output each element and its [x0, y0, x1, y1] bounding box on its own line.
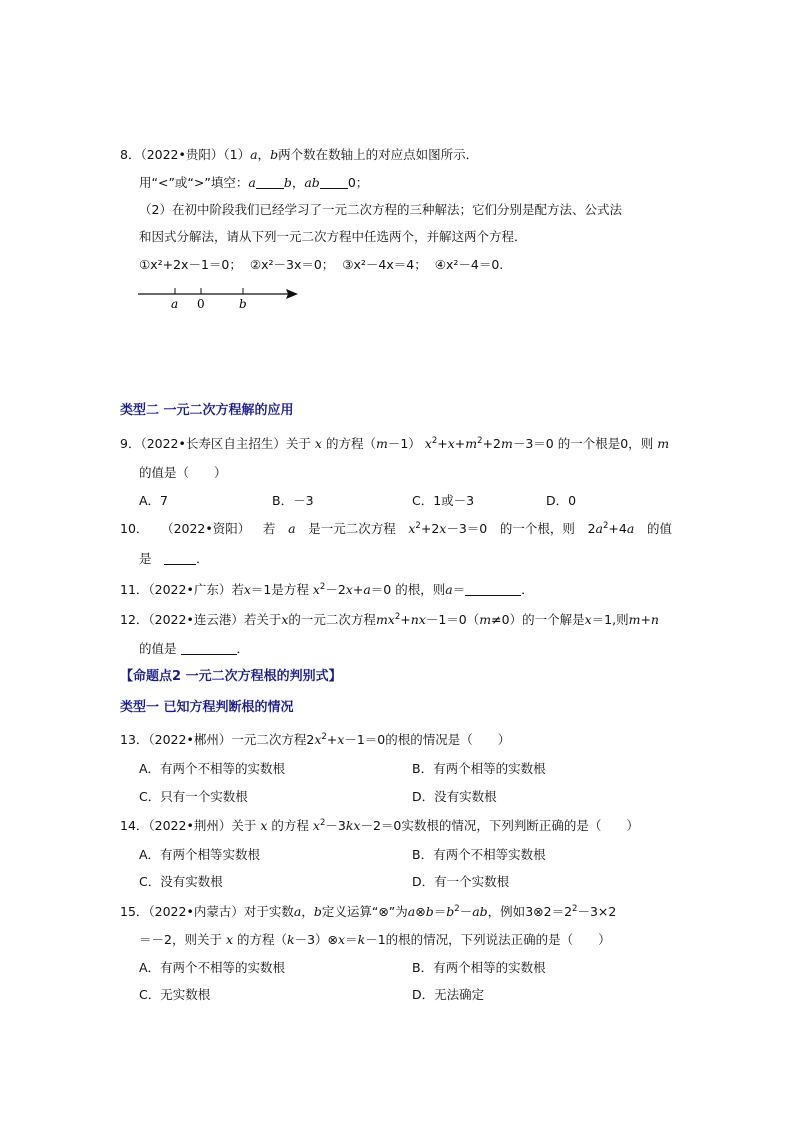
q8-line1: 8．（2022•贵阳）（1）a，b两个数在数轴上的对应点如图所示． — [120, 147, 479, 162]
q15-option-b[interactable]: B．有两个相等的实数根 — [412, 960, 546, 975]
q9-line2: 的值是（ ） — [139, 465, 227, 480]
type1-heading: 类型一 已知方程判断根的情况 — [120, 700, 294, 715]
q14-option-d[interactable]: D．有一个实数根 — [412, 874, 510, 889]
label-b: b — [239, 297, 247, 311]
q8-part2-line1: （2）在初中阶段我们已经学习了一元二次方程的三种解法；它们分别是配方法、公式法 — [139, 202, 622, 217]
q15-line2: ＝－2，则关于 x 的方程（k－3）⊗x＝k－1的根的情况，下列说法正确的是（ ） — [139, 932, 611, 947]
q15-line1: 15．（2022•内蒙古）对于实数a，b定义运算“⊗”为$a\otimes b=b^2-ab$，例如$3\otimes 2=2^2-3\times 2$ — [120, 904, 617, 919]
blank-1[interactable] — [256, 175, 284, 189]
q8-source: （2022•贵阳） — [140, 147, 224, 162]
q10-line2: 是 ． — [139, 551, 209, 566]
q14-option-b[interactable]: B．有两个不相等实数根 — [412, 847, 546, 862]
q15-option-a[interactable]: A．有两个不相等的实数根 — [139, 960, 286, 975]
q13-line1: 13．（2022•郴州）一元二次方程$2x^2+x-1=0$的根的情况是（ ） — [120, 732, 511, 747]
blank-2[interactable] — [320, 175, 348, 189]
q11-line1: 11．（2022•广东）若x＝1是方程 $x^2-2x+a=0$ 的根，则a＝ ． — [120, 582, 534, 597]
label-a: a — [171, 297, 179, 311]
q8-number: 8． — [120, 147, 141, 162]
q13-option-c[interactable]: C．只有一个实数根 — [139, 789, 248, 804]
q12-line1: 12．（2022•连云港）若关于x的一元二次方程$mx^2+nx-1=0(m\ne 0)$的一个解是x＝1,则m+n — [120, 612, 659, 627]
q10-blank[interactable] — [164, 551, 196, 565]
q14-option-a[interactable]: A．有两个相等实数根 — [139, 847, 261, 862]
point2-heading: 【命题点2 一元二次方程根的判别式】 — [120, 669, 342, 684]
q8-line2: 用“<”或“>”填空：a b，ab 0； — [139, 175, 369, 190]
q14-line1: 14．（2022•荆州）关于 x 的方程 $x^2-3kx-2=0$实数根的情况，下列判断正确的是（ ） — [120, 818, 639, 833]
q15-option-c[interactable]: C．无实数根 — [139, 987, 211, 1002]
label-zero: 0 — [197, 297, 205, 311]
q9-line1: 9．（2022•长寿区自主招生）关于 x 的方程（m－1） $x^2+x+m^2+2m-3=0$ 的一个根是0，则 m — [120, 436, 670, 451]
q13-option-b[interactable]: B．有两个相等的实数根 — [412, 761, 546, 776]
q13-option-a[interactable]: A．有两个不相等的实数根 — [139, 761, 286, 776]
type2-heading: 类型二 一元二次方程解的应用 — [120, 403, 294, 418]
q13-option-d[interactable]: D．没有实数根 — [412, 789, 497, 804]
q9-option-a[interactable]: A．7 — [139, 493, 169, 508]
q15-option-d[interactable]: D．无法确定 — [412, 987, 485, 1002]
q14-option-c[interactable]: C．没有实数根 — [139, 874, 223, 889]
q12-blank[interactable] — [181, 641, 237, 655]
q9-option-c[interactable]: C．1或－3 — [412, 493, 475, 508]
q9-option-b[interactable]: B．－3 — [272, 493, 314, 508]
number-line-figure — [136, 283, 306, 313]
q9-option-d[interactable]: D．0 — [546, 493, 577, 508]
q11-blank[interactable] — [465, 582, 521, 596]
q10-line1: 10． （2022•资阳） 若 a 是一元二次方程 $x^2+2x-3=0$ 的一个根，则 $2a^2+4a$ 的值 — [120, 521, 672, 536]
q12-line2: 的值是 ． — [139, 641, 250, 656]
q8-equations: ①x²+2x－1＝0； ②x²－3x＝0； ③x²－4x＝4； ④x²－4＝0. — [139, 257, 504, 272]
q8-part2-line2: 和因式分解法，请从下列一元二次方程中任选两个，并解这两个方程． — [139, 229, 527, 244]
